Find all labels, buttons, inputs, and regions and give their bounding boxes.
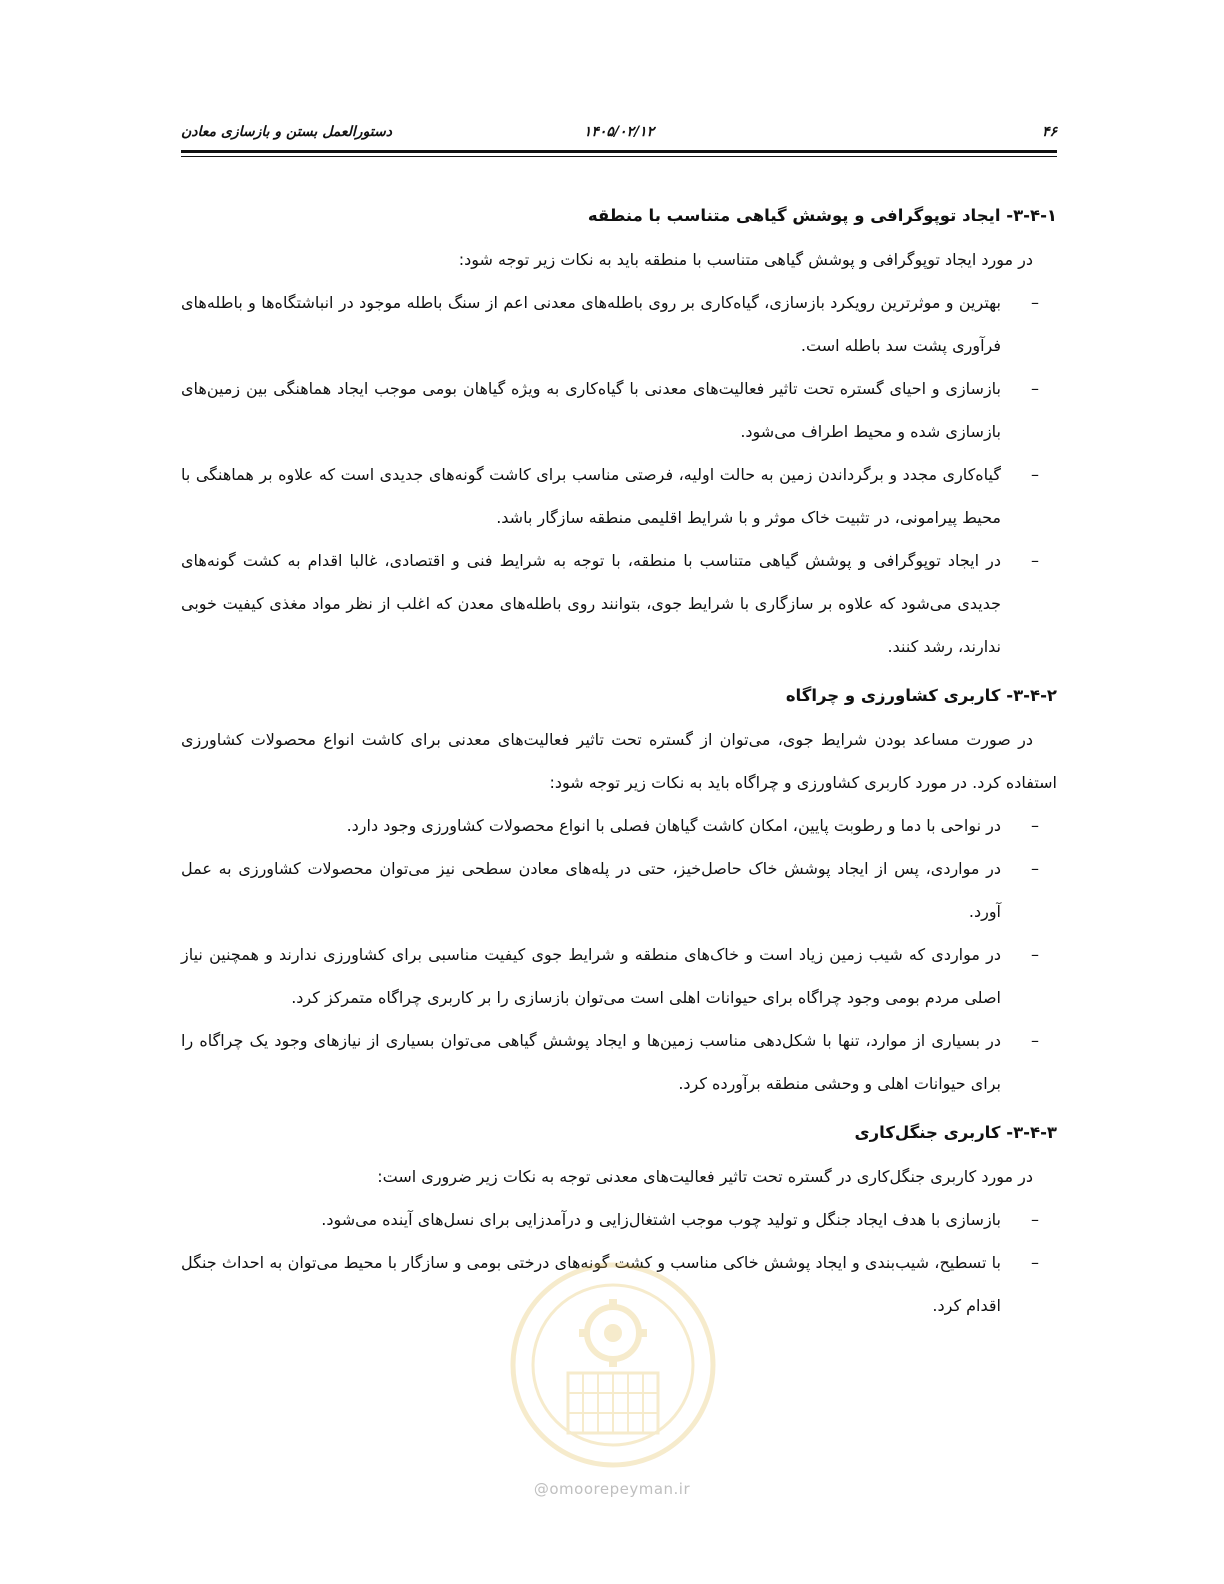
header-date: ۱۴۰۵/۰۲/۱۲ [583,124,655,140]
list-item-text: بازسازی و احیای گستره تحت تاثیر فعالیت‌های معدنی با گیاه‌کاری به ویژه گیاهان بومی موجب ایجاد هماهنگی بین زمین‌های بازسازی شده و محیط اطراف می‌شود. [181,379,1001,441]
list-item-text: در مواردی که شیب زمین زیاد است و خاک‌های منطقه و شرایط جوی کیفیت مناسبی برای کشاورزی ندارند و همچنین نیاز اصلی مردم بومی وجود چراگاه برای حیوانات اهلی است می‌توان بازسازی را بر کاربری چراگاه متمرکز کرد. [181,945,1001,1007]
bullet-list [181,804,1057,1105]
section-title: ۳-۴-۱- ایجاد توپوگرافی و پوشش گیاهی متناسب با منطقه [587,206,1057,225]
list-item-text: در نواحی با دما و رطوبت پایین، امکان کاشت گیاهان فصلی با انواع محصولات کشاورزی وجود دارد. [346,816,1001,835]
section-topography [181,196,1057,668]
list-item-text: با تسطیح، شیب‌بندی و ایجاد پوشش خاکی مناسب و کشت گونه‌های درختی بومی و سازگار با محیط می‌توان به احداث جنگل اقدام کرد. [181,1253,1001,1315]
bullet-dash: – [1031,1210,1039,1229]
list-item [181,453,1057,539]
bullet-dash: – [1031,465,1039,484]
page-header [181,118,1057,148]
list-item [181,847,1057,933]
bullet-dash: – [1031,379,1039,398]
list-item-text: بازسازی با هدف ایجاد جنگل و تولید چوب موجب اشتغال‌زایی و درآمدزایی برای نسل‌های آینده می‌شود. [321,1210,1001,1229]
section-title: ۳-۴-۲- کاربری کشاورزی و چراگاه [785,686,1057,705]
page-content [181,196,1057,1335]
bullet-dash: – [1031,551,1039,570]
section-intro: در مورد ایجاد توپوگرافی و پوشش گیاهی متناسب با منطقه باید به نکات زیر توجه شود: [458,250,1033,269]
watermark-text: @omoorepeyman.ir [533,1480,691,1498]
list-item [181,539,1057,668]
bullet-list [181,281,1057,668]
header-rule-thin [181,156,1057,157]
section-forestry [181,1113,1057,1327]
section-title: ۳-۴-۳- کاربری جنگل‌کاری [854,1123,1057,1142]
document-title: دستورالعمل بستن و بازسازی معادن [181,124,392,140]
header-rule-thick [181,150,1057,153]
bullet-dash: – [1031,1031,1039,1050]
list-item [181,1019,1057,1105]
page-number: ۴۶ [1041,124,1057,140]
bullet-dash: – [1031,859,1039,878]
bullet-list [181,1198,1057,1327]
list-item [181,933,1057,1019]
section-agriculture [181,676,1057,1105]
list-item [181,804,1057,847]
list-item [181,281,1057,367]
list-item-text: در بسیاری از موارد، تنها با شکل‌دهی مناسب زمین‌ها و ایجاد پوشش گیاهی می‌توان بسیاری از نیازهای وجود یک چراگاه را برای حیوانات اهلی و وحشی منطقه برآورده کرد. [181,1031,1001,1093]
bullet-dash: – [1031,816,1039,835]
list-item-text: بهترین و موثرترین رویکرد بازسازی، گیاه‌کاری بر روی باطله‌های معدنی اعم از سنگ باطله موجود در انباشتگاه‌ها و باطله‌های فرآوری پشت سد باطله است. [181,293,1001,355]
list-item [181,367,1057,453]
bullet-dash: – [1031,945,1039,964]
section-intro: در مورد کاربری جنگل‌کاری در گستره تحت تاثیر فعالیت‌های معدنی توجه به نکات زیر ضروری است: [377,1167,1033,1186]
bullet-dash: – [1031,1253,1039,1272]
section-intro: در صورت مساعد بودن شرایط جوی، می‌توان از گستره تحت تاثیر فعالیت‌های معدنی برای کاشت انواع محصولات کشاورزی استفاده کرد. در مورد کاربری کشاورزی و چراگاه باید به نکات زیر توجه شود: [181,730,1057,792]
bullet-dash: – [1031,293,1039,312]
list-item [181,1241,1057,1327]
list-item-text: گیاه‌کاری مجدد و برگرداندن زمین به حالت اولیه، فرصتی مناسب برای کاشت گونه‌های جدیدی است که علاوه بر هماهنگی با محیط پیرامونی، در تثبیت خاک موثر و با شرایط اقلیمی منطقه سازگار باشد. [181,465,1001,527]
list-item-text: در ایجاد توپوگرافی و پوشش گیاهی متناسب با منطقه، با توجه به شرایط فنی و اقتصادی، غالبا اقدام به کشت گونه‌های جدیدی می‌شود که علاوه بر سازگاری با شرایط جوی، بتوانند روی باطله‌های معدن که اغلب از نظر مواد مغذی کیفیت خوبی ندارند، رشد کنند. [181,551,1001,656]
list-item [181,1198,1057,1241]
list-item-text: در مواردی، پس از ایجاد پوشش خاک حاصل‌خیز، حتی در پله‌های معادن سطحی نیز می‌توان محصولات کشاورزی به عمل آورد. [181,859,1001,921]
